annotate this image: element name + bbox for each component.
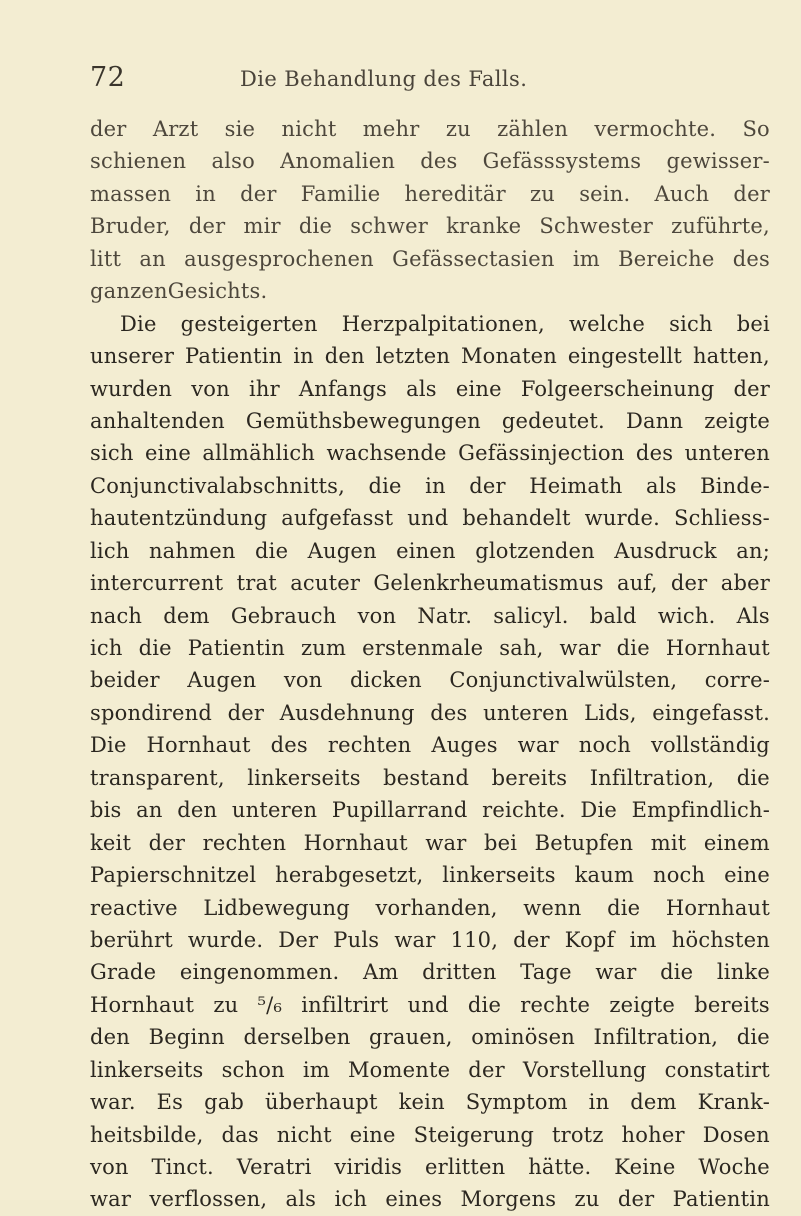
page-header [90,62,560,106]
text-line: Hornhaut zu ⁵/₆ infiltrirt und die rechte zeigte bereits [90,992,770,1017]
text-line: reactive Lidbewegung vorhanden, wenn die Hornhaut [90,895,770,920]
text-line: heitsbilde, das nicht eine Steigerung trotz hoher Dosen [90,1122,770,1147]
text-line: Conjunctivalabschnitts, die in der Heimath als Binde- [90,473,770,498]
page-number: 72 [90,62,126,93]
text-line: anhaltenden Gemüthsbewegungen gedeutet. Dann zeigte [90,408,770,433]
text-line: wurden von ihr Anfangs als eine Folgeerscheinung der [90,376,770,401]
text-line: unserer Patientin in den letzten Monaten eingestellt hatten, [90,344,770,369]
text-line: spondirend der Ausdehnung des unteren Lids, eingefasst. [90,700,770,725]
text-line: war verflossen, als ich eines Morgens zu der Patientin [90,1187,770,1212]
text-line: Bruder, der mir die schwer kranke Schwester zuführte, [90,214,770,239]
text-line: hautentzündung aufgefasst und behandelt wurde. Schliess- [90,506,770,531]
running-head: Die Behandlung des Falls. [240,67,528,91]
text-line: ganzen Gesichts. [90,279,268,304]
text-line: bis an den unteren Pupillarrand reichte. Die Empfindlich- [90,798,770,823]
text-line: litt an ausgesprochenen Gefässectasien im Bereiche des [90,246,770,271]
paragraph [90,308,770,1216]
text-line: war. Es gab überhaupt kein Symptom in dem Krank- [90,1090,770,1115]
body-text [90,113,770,1216]
text-line: Papierschnitzel herabgesetzt, linkerseits kaum noch eine [90,863,770,888]
text-line: den Beginn derselben grauen, ominösen Infiltration, die [90,1025,770,1050]
text-line: keit der rechten Hornhaut war bei Betupfen mit einem [90,830,770,855]
text-line: Grade eingenommen. Am dritten Tage war die linke [90,960,770,985]
text-line: massen in der Familie hereditär zu sein. Auch der [90,181,770,206]
text-line: intercurrent trat acuter Gelenkrheumatismus auf, der aber [90,571,770,596]
text-line: ich die Patientin zum erstenmale sah, war die Hornhaut [90,636,770,660]
text-line: linkerseits schon im Momente der Vorstellung constatirt [90,1057,770,1082]
text-line: sich eine allmählich wachsende Gefässinjection des unteren [90,441,770,466]
paragraph [90,113,770,308]
text-line: nach dem Gebrauch von Natr. salicyl. bald wich. Als [90,603,770,628]
text-line: Die Hornhaut des rechten Auges war noch vollständig [90,733,770,758]
text-line: beider Augen von dicken Conjunctivalwülsten, corre- [90,668,770,693]
text-line: Die gesteigerten Herzpalpitationen, welche sich bei [120,311,770,336]
text-line: transparent, linkerseits bestand bereits Infiltration, die [90,765,770,790]
text-line: berührt wurde. Der Puls war 110, der Kopf im höchsten [90,927,770,952]
text-line: der Arzt sie nicht mehr zu zählen vermochte. So [90,117,770,141]
text-line: schienen also Anomalien des Gefässsystems gewisser- [90,149,770,174]
text-line: von Tinct. Veratri viridis erlitten hätte. Keine Woche [90,1155,770,1179]
text-line: lich nahmen die Augen einen glotzenden Ausdruck an; [90,538,770,563]
